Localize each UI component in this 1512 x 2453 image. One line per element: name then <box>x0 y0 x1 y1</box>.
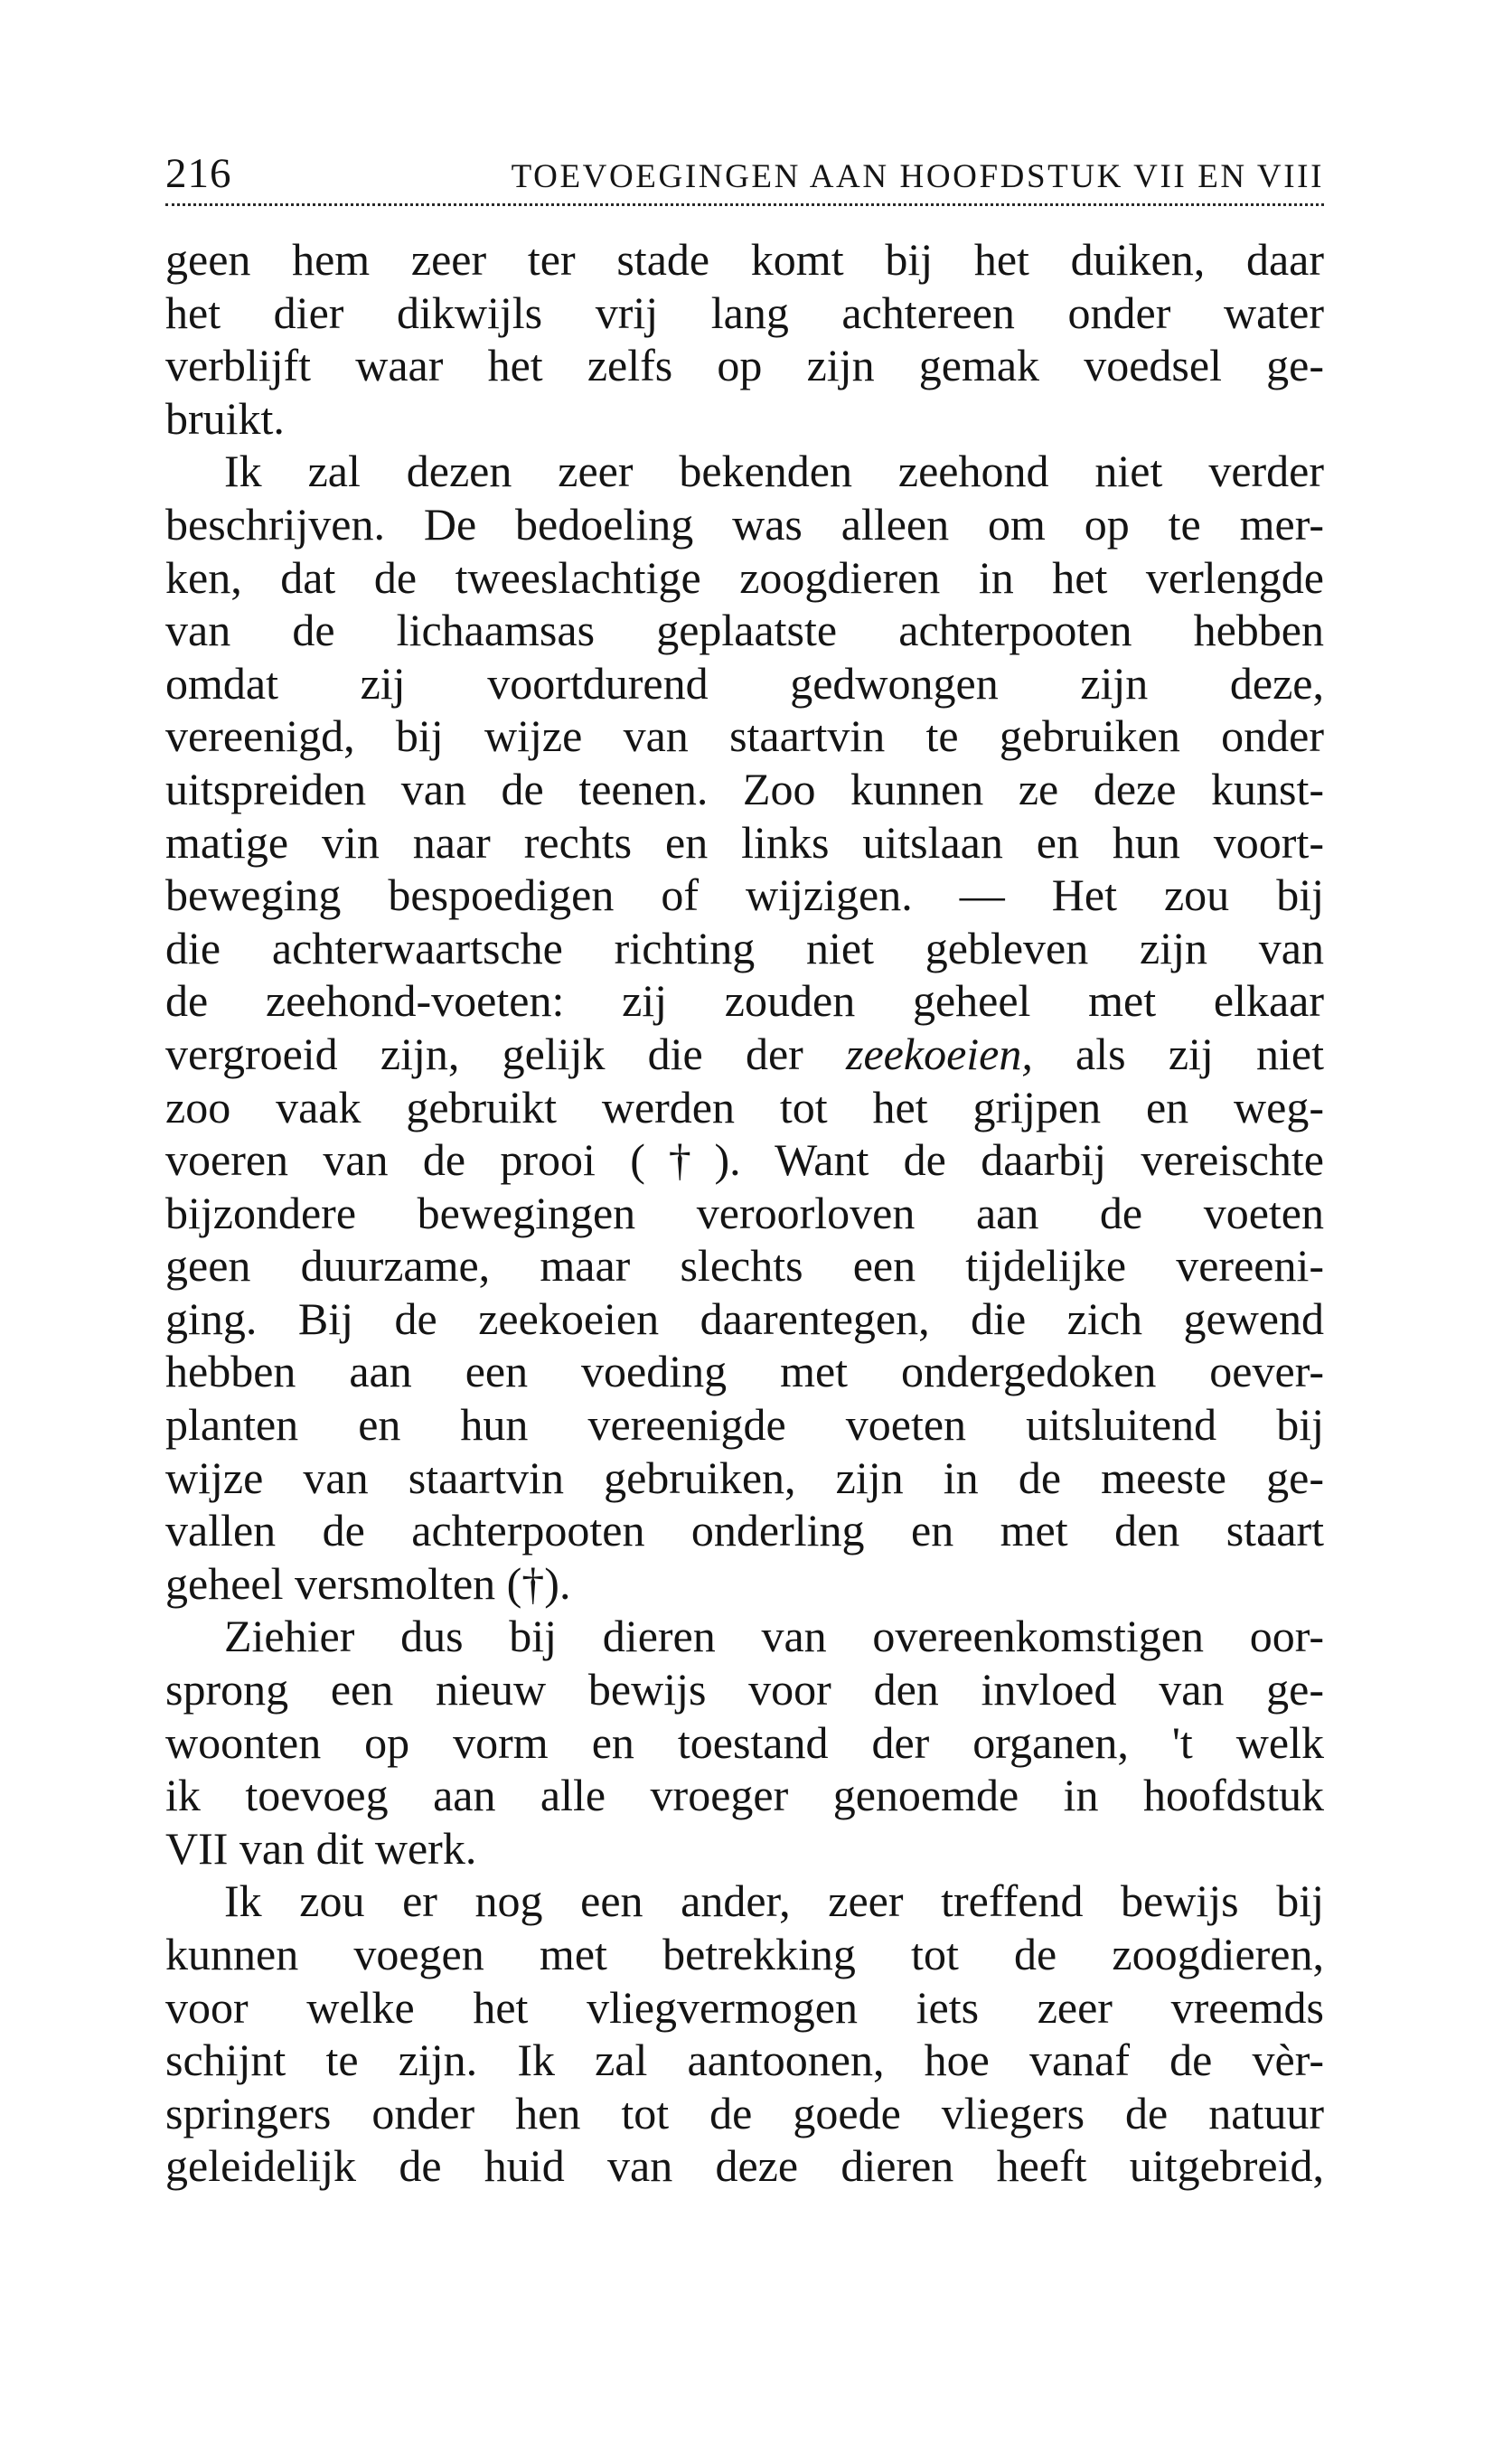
text-line: voeren van de prooi (†). Want de daarbij vereischte <box>165 1134 1324 1186</box>
text-line: kunnen voegen met betrekking tot de zoogdieren, <box>165 1929 1324 1979</box>
text-line: ik toevoeg aan alle vroeger genoemde in hoofdstuk <box>165 1770 1324 1821</box>
text-line: Ziehier dus bij dieren van overeenkomstigen oor- <box>224 1611 1324 1662</box>
text-line: planten en hun vereenigde voeten uitsluitend bij <box>165 1399 1324 1451</box>
text-line: wijze van staartvin gebruiken, zijn in de meeste ge- <box>165 1452 1324 1503</box>
text-line-mixed <box>165 1028 1324 1081</box>
text-line: Ik zal dezen zeer bekenden zeehond niet verder <box>224 446 1324 497</box>
text-line: springers onder hen tot de goede vliegers de natuur <box>165 2087 1324 2138</box>
body-text <box>165 233 1324 2193</box>
text-line: geleidelijk de huid van deze dieren heeft uitgebreid, <box>165 2140 1324 2192</box>
text-line: het dier dikwijls vrij lang achtereen onder water <box>165 287 1324 338</box>
text-line: matige vin naar rechts en links uitslaan en hun voort- <box>165 816 1324 868</box>
text-line: hebben aan een voeding met ondergedoken oever- <box>165 1346 1324 1397</box>
text-line: geheel versmolten (†). <box>165 1557 571 1609</box>
text-line: vereenigd, bij wijze van staartvin te gebruiken onder <box>165 710 1324 762</box>
text-line: bruikt. <box>165 392 285 444</box>
page-number: 216 <box>165 150 232 197</box>
text-line: vallen de achterpooten onderling en met den staart <box>165 1505 1324 1556</box>
text-line-part: vergroeid zijn, gelijk die der <box>165 1028 847 1079</box>
text-line: ging. Bij de zeekoeien daarentegen, die zich gewend <box>165 1292 1324 1344</box>
text-line: beschrijven. De bedoeling was alleen om op te mer- <box>165 498 1324 550</box>
text-line: van de lichaamsas geplaatste achterpooten hebben <box>165 605 1324 656</box>
header-dotted-rule <box>165 203 1324 206</box>
text-line: ken, dat de tweeslachtige zoogdieren in het verlengde <box>165 551 1324 603</box>
text-line: geen duurzame, maar slechts een tijdelijke vereeni- <box>165 1240 1324 1292</box>
text-line: sprong een nieuw bewijs voor den invloed van ge- <box>165 1664 1324 1715</box>
running-head <box>165 149 1324 209</box>
text-line: die achterwaartsche richting niet gebleven zijn van <box>165 922 1324 973</box>
italic-term: zeekoeien, <box>846 1028 1033 1079</box>
text-line: de zeehond-voeten: zij zouden geheel met elkaar <box>165 975 1324 1027</box>
text-line: voor welke het vliegvermogen iets zeer vreemds <box>165 1981 1324 2033</box>
text-line: bijzondere bewegingen veroorloven aan de voeten <box>165 1187 1324 1238</box>
text-line: beweging bespoedigen of wijzigen. — Het zou bij <box>165 869 1324 921</box>
text-line: VII van dit werk. <box>165 1822 477 1874</box>
running-title: TOEVOEGINGEN AAN HOOFDSTUK VII EN VIII <box>511 158 1324 195</box>
text-line: woonten op vorm en toestand der organen, 't welk <box>165 1716 1324 1768</box>
text-line: schijnt te zijn. Ik zal aantoonen, hoe vanaf de vèr- <box>165 2035 1324 2086</box>
text-line: uitspreiden van de teenen. Zoo kunnen ze deze kunst- <box>165 763 1324 814</box>
text-line-part: als zij niet <box>1032 1028 1324 1079</box>
text-line: Ik zou er nog een ander, zeer treffend bewijs bij <box>224 1875 1324 1927</box>
text-line: zoo vaak gebruikt werden tot het grijpen en weg- <box>165 1081 1324 1133</box>
text-line: omdat zij voortdurend gedwongen zijn deze, <box>165 657 1324 709</box>
text-line: geen hem zeer ter stade komt bij het duiken, daar <box>165 234 1324 285</box>
text-line: verblijft waar het zelfs op zijn gemak voedsel ge- <box>165 340 1324 391</box>
